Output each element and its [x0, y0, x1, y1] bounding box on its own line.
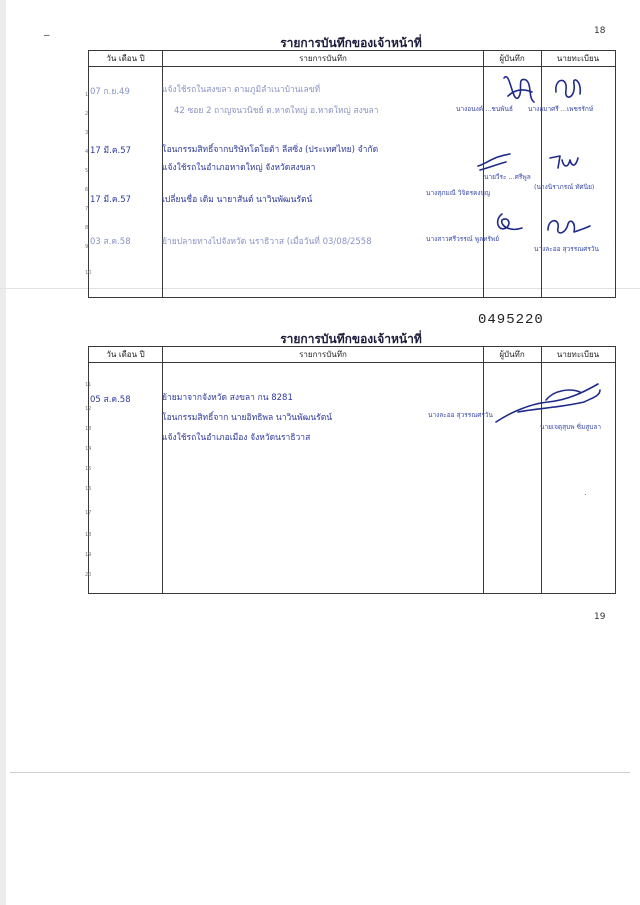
page-number: 18	[594, 26, 606, 36]
entry-line: โอนกรรมสิทธิ์จาก นายอิทธิพล นาวินพัฒนรัตน์	[162, 413, 333, 423]
recorder-name-stamp: นางสาวศรีวรรณ์ พูลทรัพย์	[426, 235, 500, 243]
entry-date: 05 ส.ค.58	[90, 395, 131, 405]
entry-line: โอนกรรมสิทธิ์จากบริษัทโตโยต้า ลีสซิ่ง (ประเทศไทย) จำกัด	[162, 145, 379, 155]
record-section-bottom	[85, 328, 614, 596]
recorder-signature	[488, 378, 604, 426]
line-number: 16	[85, 486, 92, 492]
header-registrar: นายทะเบียน	[556, 54, 600, 63]
header-rule	[89, 362, 615, 363]
recorder-signature	[476, 152, 512, 172]
header-recorder: ผู้บันทึก	[499, 350, 525, 359]
entry-line: เปลี่ยนชื่อ เดิม นายาสันต์ นาวินพัฒนรัตน์	[162, 195, 313, 205]
recorder-name-stamp: นายวีระ ...ศรีพูล	[484, 173, 531, 181]
corner-dash: –	[44, 30, 50, 41]
scan-border-left	[0, 0, 6, 905]
line-number: 14	[85, 446, 92, 452]
line-number: 2	[85, 111, 89, 117]
entry-date: 07 ก.ย.49	[90, 87, 130, 97]
header-recorder: ผู้บันทึก	[499, 54, 525, 63]
registrar-name-stamp: นายเจตุสุบพ ซิ่มสูบลา	[540, 423, 602, 431]
column-rule	[541, 51, 542, 297]
entry-line: ย้ายมาจากจังหวัด สงขลา กน 8281	[162, 393, 293, 403]
recorder-signature	[492, 210, 526, 236]
entry-line: แจ้งใช้รถในอำเภอเมือง จังหวัดนราธิวาส	[162, 433, 311, 443]
line-number: 7	[85, 206, 89, 212]
line-number: 18	[85, 532, 92, 538]
page-bottom-rule	[10, 772, 630, 773]
header-record: รายการบันทึก	[299, 350, 347, 359]
column-rule	[162, 347, 163, 593]
record-section-top	[85, 32, 614, 294]
header-date: วัน เดือน ปี	[106, 350, 145, 359]
entry-line: แจ้งใช้รถในอำเภอหาดใหญ่ จังหวัดสงขลา	[162, 163, 316, 173]
line-number: 10	[85, 270, 92, 276]
section-title: รายการบันทึกของเจ้าหน้าที่	[280, 36, 422, 50]
line-number: 17	[85, 510, 92, 516]
line-number: 15	[85, 466, 92, 472]
line-number: 11	[85, 382, 92, 388]
header-rule	[89, 66, 615, 67]
registrar-name-stamp: นางอมาศรี ...เพชรรักษ์	[528, 105, 594, 113]
recorder-name-stamp: นางอนงค์ ...ชนพันธ์	[456, 105, 513, 113]
section-title: รายการบันทึกของเจ้าหน้าที่	[280, 332, 422, 346]
line-number: 12	[85, 406, 92, 412]
line-number: 19	[85, 552, 92, 558]
line-number: 6	[85, 187, 89, 193]
entry-date: 17 มี.ค.57	[90, 195, 132, 205]
header-date: วัน เดือน ปี	[106, 54, 145, 63]
header-record: รายการบันทึก	[299, 54, 347, 63]
line-number: 3	[85, 130, 89, 136]
line-number: 4	[85, 149, 89, 155]
registrar-signature	[546, 150, 582, 172]
line-number: 13	[85, 426, 92, 432]
line-number: 20	[85, 572, 92, 578]
recorder-signature	[498, 68, 538, 108]
entry-date: 03 ส.ค.58	[90, 237, 131, 247]
document-number: 0495220	[478, 312, 544, 328]
entry-line: ย้ายปลายทางไปจังหวัด นราธิวาส (เมื่อวันที่ 03/08/2558	[162, 237, 372, 247]
stray-mark: ·	[584, 490, 587, 499]
entry-date: 17 มี.ค.57	[90, 146, 132, 156]
registrar-name-stamp: (นางนิราภรณ์ ทัศนิย)	[534, 183, 595, 191]
recorder-name-stamp: นางละออ สุวรรณศรวัน	[428, 411, 493, 419]
registrar-signature	[544, 214, 592, 240]
recorder-name-stamp: นางสุภมณี วิจิตรคงบุญ	[426, 189, 491, 197]
line-number: 9	[85, 244, 89, 250]
entry-line: 42 ซอย 2 ถาญจนวนิชย์ ต.หาดใหญ่ อ.หาดใหญ่ สงขลา	[174, 106, 379, 116]
page-number: 19	[594, 612, 606, 622]
line-number: 8	[85, 225, 89, 231]
line-number: 1	[85, 92, 89, 98]
entry-line: แจ้งใช้รถในสงขลา ตามภูมิลำเนาบ้านเลขที่	[162, 85, 321, 95]
column-rule	[483, 347, 484, 593]
line-number: 5	[85, 168, 89, 174]
registrar-name-stamp: นางละออ สุวรรณศรวัน	[534, 245, 599, 253]
registrar-signature	[550, 72, 586, 106]
header-registrar: นายทะเบียน	[556, 350, 600, 359]
